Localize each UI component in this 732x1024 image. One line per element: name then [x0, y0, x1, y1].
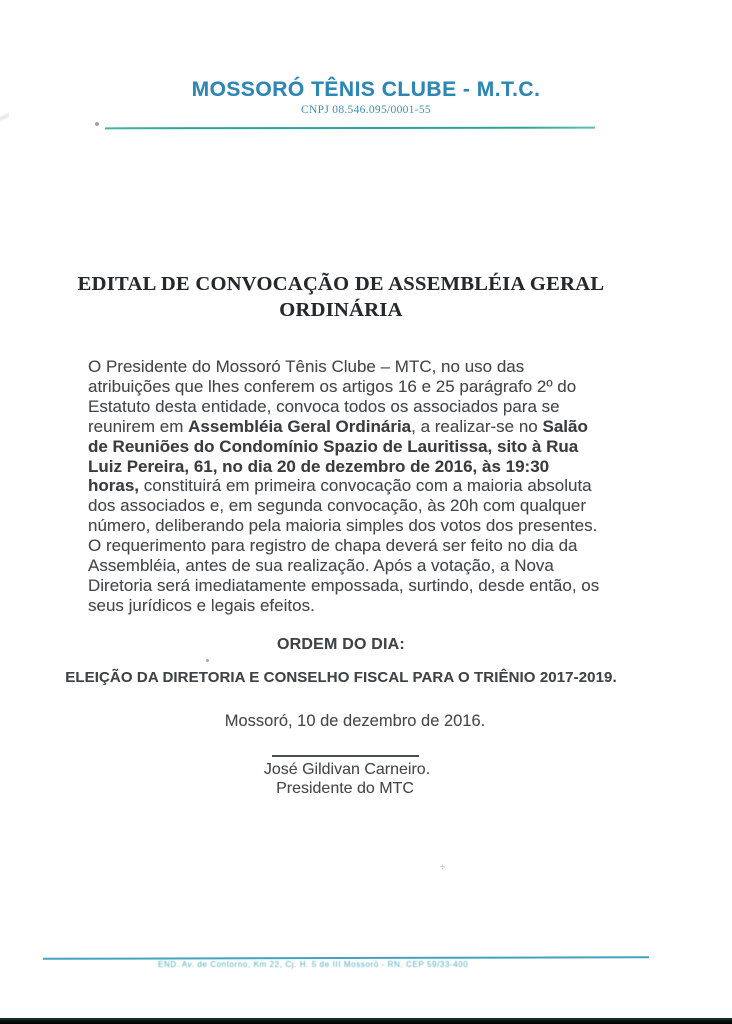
title-line: EDITAL DE CONVOCAÇÃO DE ASSEMBLÉIA GERAL — [77, 273, 605, 295]
document-title — [6, 271, 676, 323]
body-line: Luiz Pereira, 61, no dia 20 de dezembro de 2016, às 19:30 — [88, 456, 550, 476]
scan-bottom-edge — [0, 1018, 732, 1024]
body-line: O Presidente do Mossoró Tênis Clube – MTC, no uso das — [88, 357, 525, 376]
signature-rule — [272, 755, 419, 757]
signature-name: José Gildivan Carneiro. — [263, 761, 431, 778]
body-line: O requerimento para registro de chapa deverá ser feito no dia da — [88, 536, 578, 556]
body-line: atribuições que lhes conferem os artigos 16 e 25 parágrafo 2º do — [88, 376, 577, 396]
body-line: horas, constituirá em primeira convocação com a maioria absoluta — [88, 476, 592, 496]
footer-address: END. Av. de Contorno, Km 22, Cj. H. 5 de III Mossoró - RN. CEP 59/33-400 — [158, 960, 469, 969]
scan-mark-artifact: ÷ — [440, 862, 445, 872]
club-cnpj: CNPJ 08.546.095/0001-55 — [301, 104, 431, 116]
body-line: de Reuniões do Condomínio Spazio de Lauritissa, sito à Rua — [88, 436, 579, 456]
scan-dot-artifact — [95, 122, 99, 126]
header-divider-rule — [105, 127, 595, 130]
body-line: Assembléia, antes de sua realização. Após a votação, a Nova — [88, 556, 554, 576]
scan-dot-artifact — [206, 659, 209, 662]
club-name-header: MOSSORÓ TÊNIS CLUBE - M.T.C. — [191, 78, 541, 101]
body-line: Diretoria será imediatamente empossada, surtindo, desde então, os — [88, 575, 600, 595]
order-of-day-item: ELEIÇÃO DA DIRETORIA E CONSELHO FISCAL PARA O TRIÊNIO 2017-2019. — [65, 669, 617, 686]
order-of-day-heading: ORDEM DO DIA: — [277, 636, 405, 653]
signature-role: Presidente do MTC — [276, 780, 414, 797]
body-line: número, deliberando pela maioria simples dos votos dos presentes. — [88, 516, 598, 536]
body-paragraph — [88, 357, 599, 616]
body-line: reunirem em Assembléia Geral Ordinária, a realizar-se no Salão — [88, 416, 588, 436]
dateline: Mossoró, 10 de dezembro de 2016. — [224, 712, 486, 730]
title-line: ORDINÁRIA — [279, 299, 403, 321]
body-line: seus jurídicos e legais efeitos. — [88, 595, 315, 615]
body-line: Estatuto desta entidade, convoca todos os associados para se — [88, 396, 560, 416]
body-line: dos associados e, em segunda convocação, às 20h com qualquer — [88, 496, 587, 516]
